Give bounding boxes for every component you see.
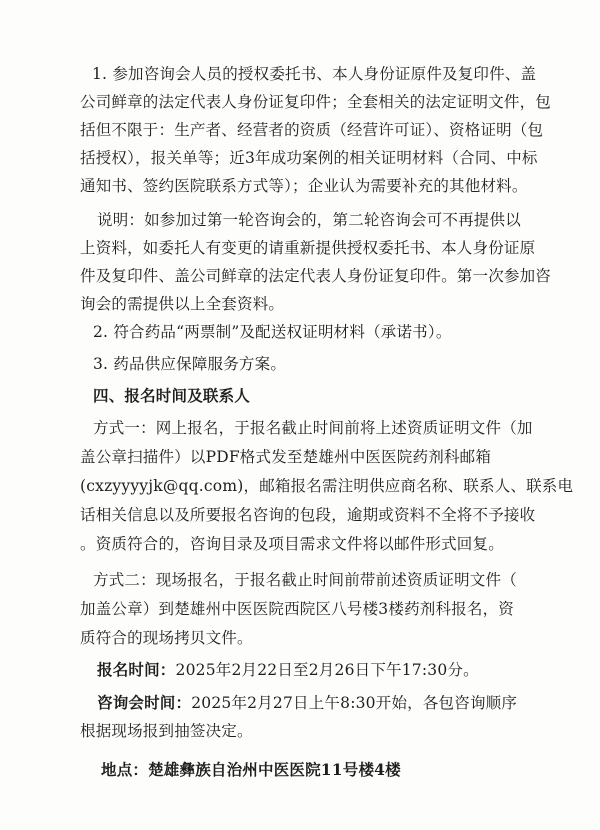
section-4-heading: 四、报名时间及联系人 bbox=[93, 386, 251, 405]
consultation-time-line-2: 根据现场报到抽签决定。 bbox=[80, 722, 253, 740]
registration-time-value: 2025年2月22日至2月26日下午17:30分。 bbox=[175, 661, 479, 679]
note-line-1: 说明：如参加过第一轮咨询会的，第二轮咨询会可不再提供以 bbox=[97, 211, 521, 229]
para1-line-1: 1. 参加咨询会人员的授权委托书、本人身份证原件及复印件、盖 bbox=[92, 65, 537, 83]
consultation-time-value: 2025年2月27日上午8:30开始，各包咨询顺序 bbox=[191, 694, 518, 712]
method1-line-4: 话相关信息以及所要报名咨询的包段，逾期或资料不全将不予接收 bbox=[80, 506, 536, 524]
note-line-3: 件及复印件、盖公司鲜章的法定代表人身份证复印件。第一次参加咨 bbox=[80, 267, 552, 285]
item-3: 3. 药品供应保障服务方案。 bbox=[93, 355, 287, 373]
method1-line-5: 。资质符合的，咨询目录及项目需求文件将以邮件形式回复。 bbox=[80, 535, 504, 553]
method1-line-3: (cxzyyyyjk@qq.com)，邮箱报名需注明供应商名称、联系人、联系电 bbox=[80, 477, 574, 495]
location-label: 地点： bbox=[101, 760, 149, 779]
item-2: 2. 符合药品“两票制”及配送权证明材料（承诺书）。 bbox=[93, 323, 452, 341]
para1-line-5: 通知书、签约医院联系方式等）；企业认为需要补充的其他材料。 bbox=[80, 177, 528, 195]
registration-time-label: 报名时间： bbox=[97, 660, 176, 679]
consultation-time-label: 咨询会时间： bbox=[97, 693, 192, 712]
registration-time bbox=[97, 660, 479, 680]
para1-line-4: 括授权），报关单等；近3年成功案例的相关证明材料（合同、中标 bbox=[80, 149, 538, 167]
note-line-2: 上资料，如委托人有变更的请重新提供授权委托书、本人身份证原 bbox=[80, 239, 536, 257]
method2-line-3: 质符合的现场拷贝文件。 bbox=[80, 629, 253, 647]
para1-line-2: 公司鲜章的法定代表人身份证复印件；全套相关的法定证明文件，包 bbox=[80, 93, 552, 111]
method1-line-1: 方式一：网上报名，于报名截止时间前将上述资质证明文件（加 bbox=[93, 419, 533, 437]
para1-line-3: 括但不限于：生产者、经营者的资质（经营许可证）、资格证明（包 bbox=[80, 121, 544, 139]
consultation-time bbox=[97, 693, 517, 713]
method1-line-2: 盖公章扫描件）以PDF格式发至楚雄州中医医院药剂科邮箱 bbox=[80, 448, 492, 466]
location-value: 楚雄彝族自治州中医医院11号楼4楼 bbox=[148, 760, 401, 779]
note-line-4: 询会的需提供以上全套资料。 bbox=[80, 295, 285, 313]
method2-line-2: 加盖公章）到楚雄州中医医院西院区八号楼3楼药剂科报名，资 bbox=[80, 600, 514, 618]
method2-line-1: 方式二：现场报名，于报名截止时间前带前述资质证明文件（ bbox=[93, 571, 517, 589]
location bbox=[101, 760, 401, 780]
